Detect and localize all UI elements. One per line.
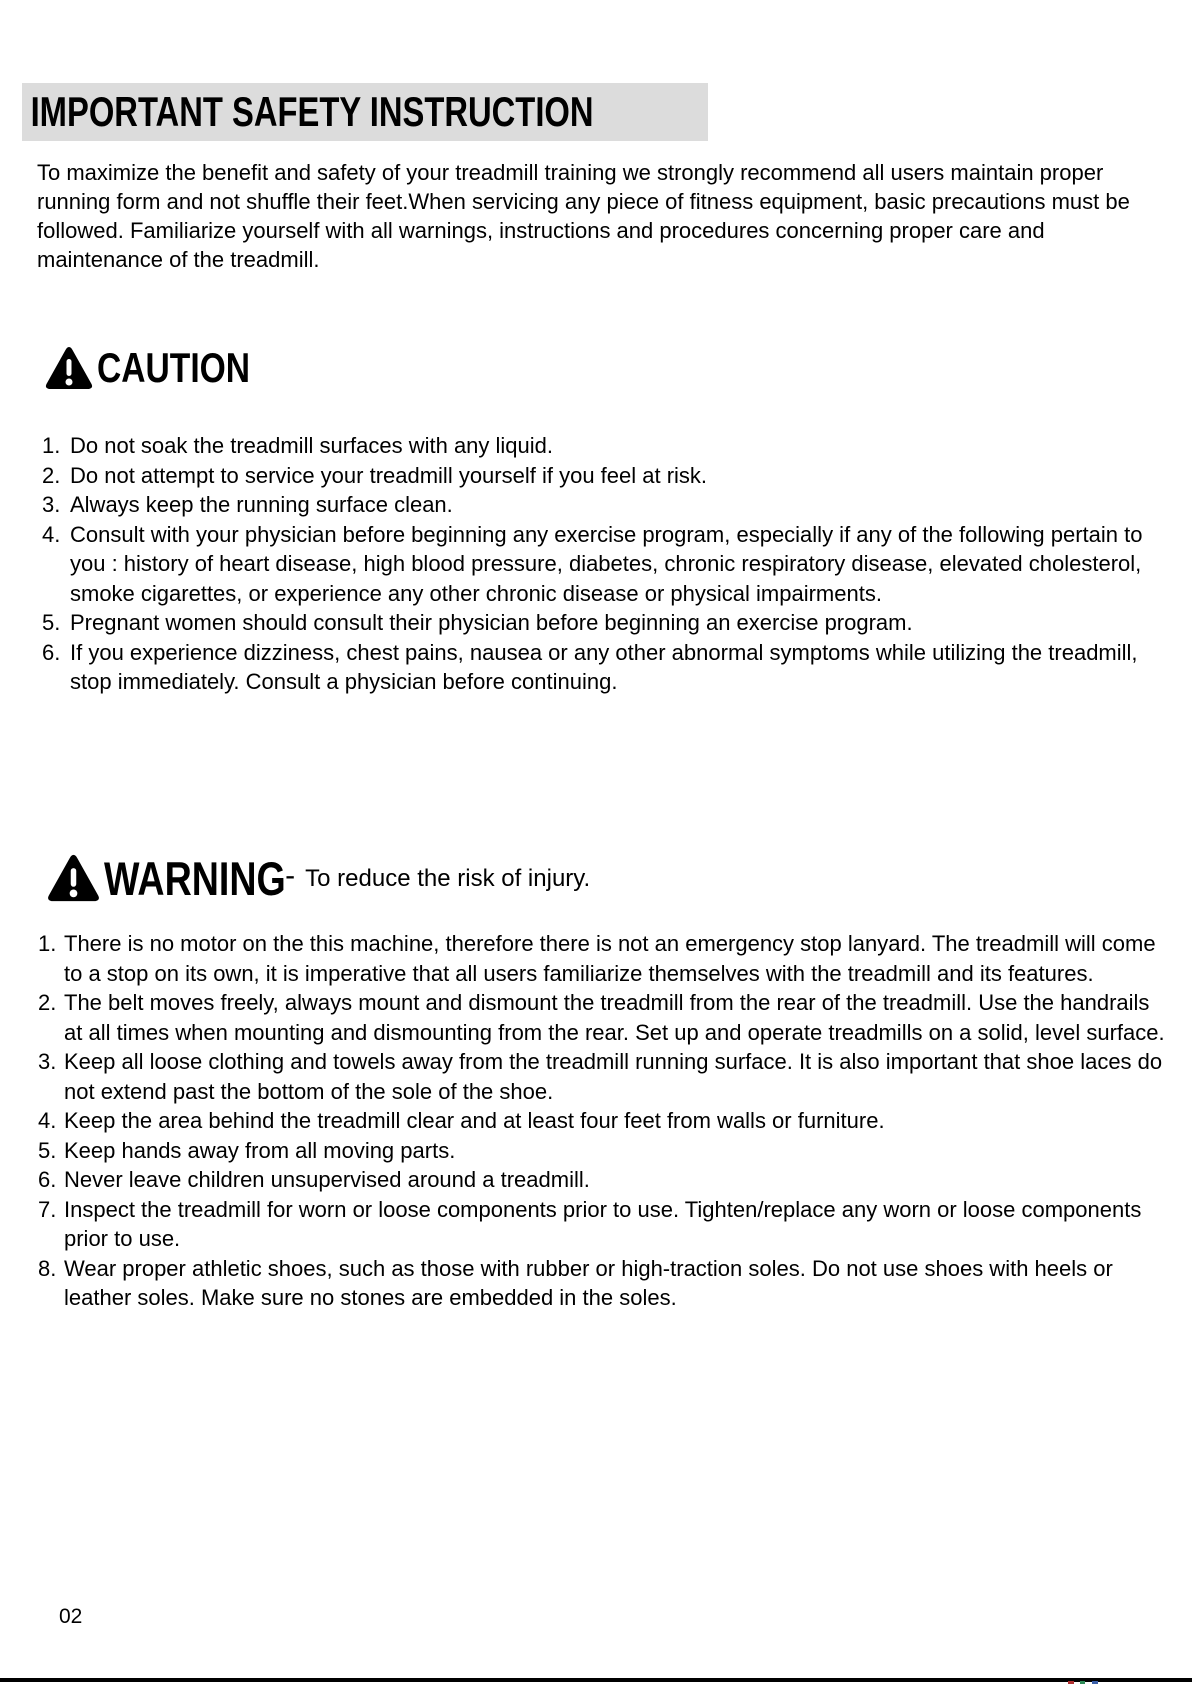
- page-number: 02: [59, 1605, 83, 1628]
- warning-separator: -: [285, 859, 296, 892]
- item-text: Keep all loose clothing and towels away from the treadmill running surface. It is also important that shoe laces do not extend past the bottom of the sole of the shoe.: [64, 1049, 1163, 1104]
- warning-heading: [46, 851, 590, 905]
- caution-list-item: [42, 490, 1162, 520]
- warning-triangle-icon: [44, 344, 94, 392]
- warning-list: [38, 929, 1166, 1313]
- footer-scan-bar: [0, 1678, 1192, 1682]
- item-number: 3.: [38, 1049, 57, 1074]
- item-number: 8.: [38, 1255, 57, 1281]
- item-text: Consult with your physician before beginning any exercise program, especially if any of the following pertain to you : history of heart disease, high blood pressure, diabetes, chronic respiratory disease, elevated cholesterol, smoke cigarettes, or experience any other chronic disease or physical impairments.: [70, 521, 1143, 606]
- caution-list-item: [42, 608, 1162, 638]
- scan-artifact: [1068, 1681, 1074, 1684]
- warning-list-item: [38, 1047, 1166, 1106]
- warning-list-item: [38, 1136, 1166, 1166]
- warning-list-item: [38, 1195, 1166, 1254]
- item-number: 6.: [42, 639, 61, 665]
- warning-list-item: [38, 988, 1166, 1047]
- item-number: 3.: [42, 492, 61, 517]
- item-number: 1.: [42, 433, 61, 458]
- intro-paragraph: To maximize the benefit and safety of your treadmill training we strongly recommend all users maintain proper running form and not shuffle their feet.When servicing any piece of fitness equipment, basic precautions must be followed. Familiarize yourself with all warnings, instructions and procedures concerning proper care and maintenance of the treadmill.: [37, 160, 1130, 272]
- item-text: Wear proper athletic shoes, such as those with rubber or high-traction soles. Do not use shoes with heels or leather soles. Make sure no stones are embedded in the soles.: [64, 1255, 1113, 1310]
- item-number: 7.: [38, 1196, 57, 1222]
- warning-list-item: [38, 929, 1166, 988]
- item-text: Do not attempt to service your treadmill yourself if you feel at risk.: [70, 462, 708, 488]
- item-text: Do not soak the treadmill surfaces with any liquid.: [70, 433, 554, 458]
- caution-title: CAUTION: [97, 344, 251, 391]
- warning-triangle-icon: [46, 852, 101, 904]
- caution-list-item: [42, 638, 1162, 697]
- item-text: If you experience dizziness, chest pains, nausea or any other abnormal symptoms while utilizing the treadmill, stop immediately. Consult a physician before continuing.: [70, 639, 1138, 694]
- caution-heading: [44, 343, 288, 393]
- item-text: Never leave children unsupervised around a treadmill.: [64, 1167, 590, 1192]
- item-text: Keep the area behind the treadmill clear and at least four feet from walls or furniture.: [64, 1108, 885, 1133]
- item-number: 5.: [38, 1137, 57, 1163]
- caution-list-item: [42, 431, 1162, 461]
- caution-list-item: [42, 520, 1162, 609]
- warning-title: WARNING: [104, 851, 286, 905]
- page-title-banner: [22, 83, 708, 141]
- item-text: There is no motor on the this machine, therefore there is not an emergency stop lanyard. The treadmill will come to a stop on its own, it is imperative that all users familiarize themselves with the treadmill and its features.: [64, 931, 1156, 986]
- warning-list-item: [38, 1254, 1166, 1313]
- item-number: 2.: [42, 462, 61, 488]
- caution-list: [42, 431, 1162, 697]
- item-text: Always keep the running surface clean.: [70, 492, 453, 517]
- item-number: 4.: [42, 521, 61, 547]
- item-number: 6.: [38, 1167, 57, 1192]
- scan-artifact: [1080, 1681, 1085, 1684]
- warning-list-item: [38, 1106, 1166, 1136]
- scan-artifact: [1092, 1681, 1098, 1684]
- warning-subtitle: To reduce the risk of injury.: [305, 865, 591, 892]
- item-number: 1.: [38, 931, 57, 956]
- page-title: IMPORTANT SAFETY INSTRUCTION: [30, 88, 594, 135]
- item-text: Keep hands away from all moving parts.: [64, 1137, 456, 1163]
- item-number: 5.: [42, 610, 61, 635]
- warning-list-item: [38, 1165, 1166, 1195]
- item-text: Pregnant women should consult their physician before beginning an exercise program.: [70, 610, 913, 635]
- caution-list-item: [42, 461, 1162, 491]
- item-number: 4.: [38, 1108, 57, 1133]
- item-text: Inspect the treadmill for worn or loose components prior to use. Tighten/replace any worn or loose components prior to use.: [64, 1196, 1142, 1251]
- item-text: The belt moves freely, always mount and dismount the treadmill from the rear of the treadmill. Use the handrails at all times when mounting and dismounting from the rear. Set up and operate treadmills on a solid, level surface.: [64, 990, 1165, 1045]
- item-number: 2.: [38, 990, 57, 1015]
